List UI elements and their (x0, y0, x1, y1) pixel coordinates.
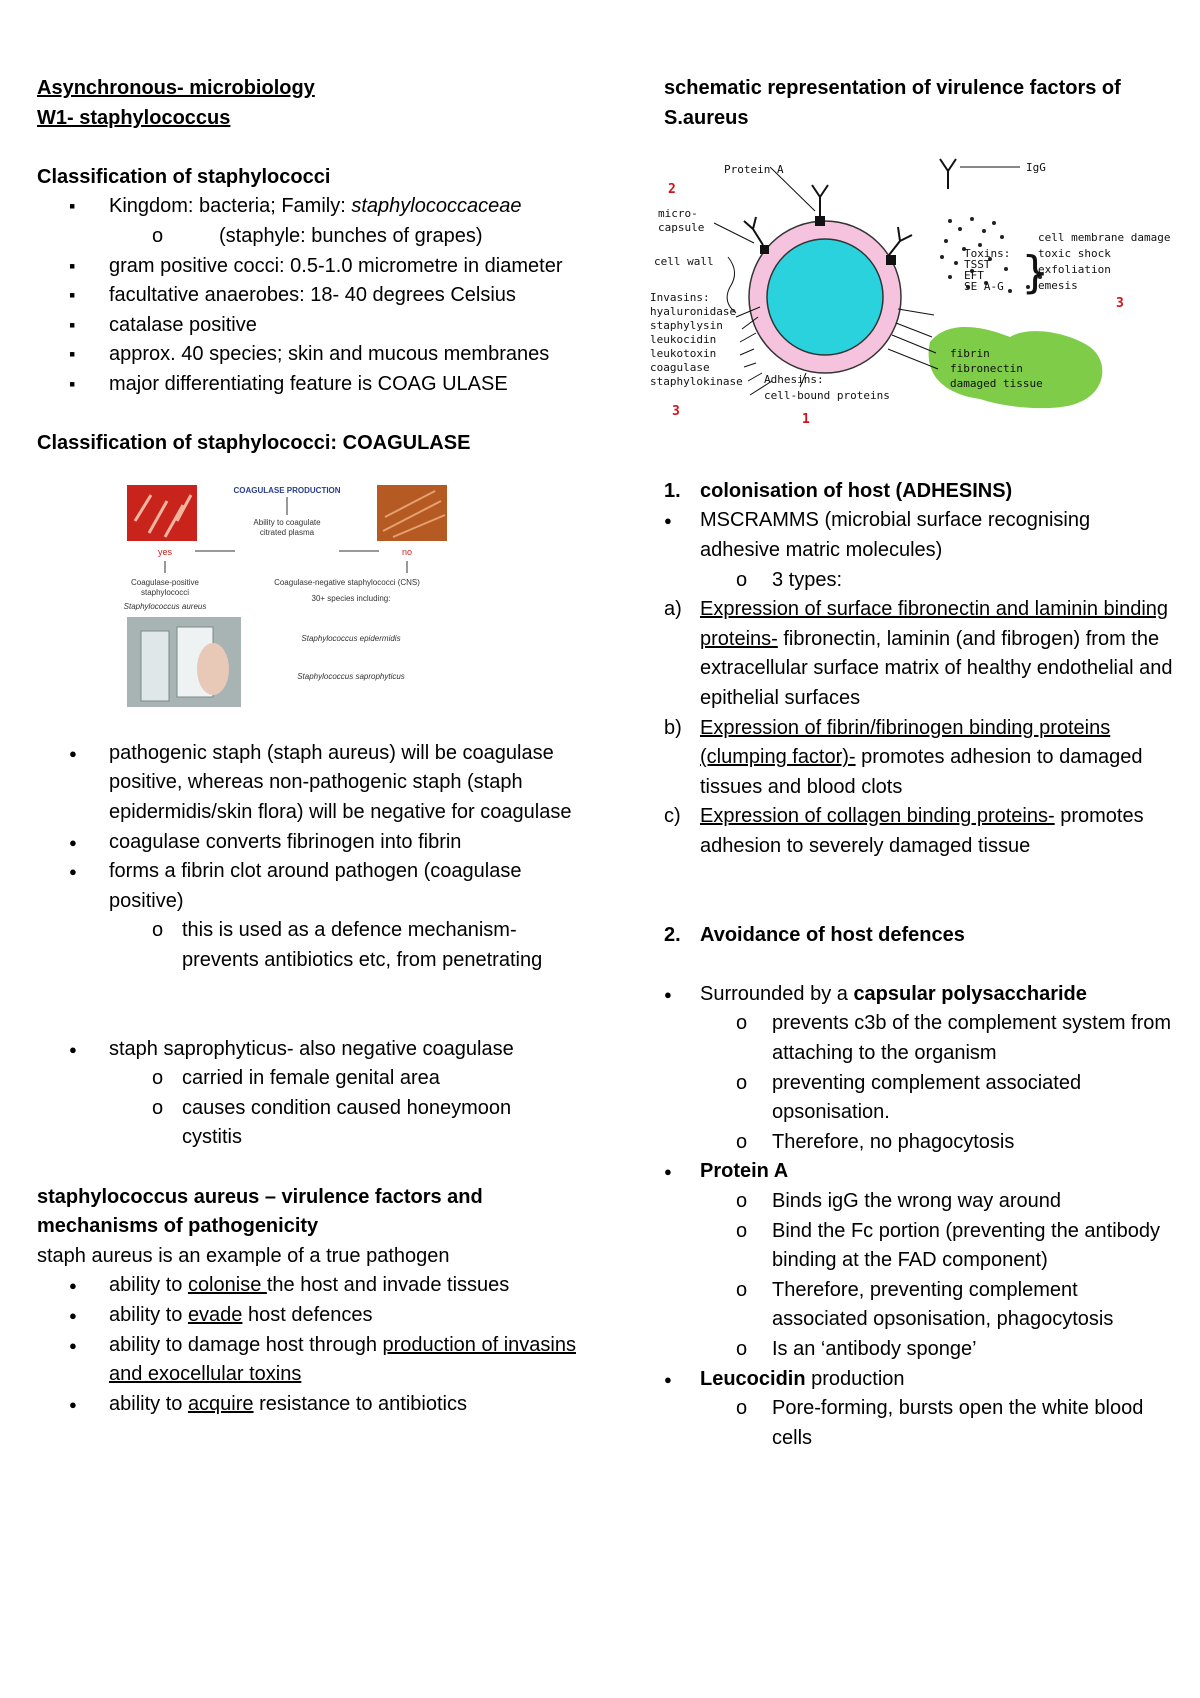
list-subitem: o preventing complement associated opsonisation. (664, 1069, 1174, 1128)
coag-yes: yes (157, 546, 173, 557)
section-1-heading: 1. colonisation of host (ADHESINS) (664, 479, 1013, 502)
diagram-num-2: 2 (668, 182, 676, 198)
bacterial-cell-inner (767, 239, 883, 355)
coagulase-figure (117, 481, 577, 731)
diagram-invasins-5: coagulase (650, 361, 710, 375)
diagram-fibrin-1: fibronectin (950, 362, 1023, 376)
diagram-fibrin-0: fibrin (950, 347, 990, 361)
list-item: ● MSCRAMMS (microbial surface recognising adhesive matric molecules) (664, 506, 1174, 565)
coag-pos2: staphylococci (140, 587, 190, 597)
list-item: ● staph saprophyticus- also negative coagulase (37, 1035, 597, 1065)
section-2-heading: 2. Avoidance of host defences (664, 923, 965, 946)
true-pathogen-text: staph aureus is an example of a true pathogen (37, 1244, 450, 1267)
coag-neg4: Staphylococcus saprophyticus (297, 671, 405, 681)
coagulase-heading: Classification of staphylococci: COAGULASE (37, 432, 471, 455)
list-item: ● ability to damage host through production of invasins and exocellular toxins (37, 1331, 597, 1390)
list-item: ▪ approx. 40 species; skin and mucous membranes (37, 340, 597, 370)
list-subitem: o Therefore, no phagocytosis (664, 1128, 1174, 1158)
diagram-effects-3: emesis (1038, 279, 1078, 293)
diagram-brace: } (1022, 247, 1049, 299)
coag-ability: Ability to coagulate (253, 517, 321, 527)
diagram-fibrin-2: damaged tissue (950, 377, 1043, 391)
list-subitem: o prevents c3b of the complement system from attaching to the organism (664, 1009, 1174, 1068)
diagram-effects-1: toxic shock (1038, 247, 1111, 261)
list-item: c) Expression of collagen binding proteins- promotes adhesion to severely damaged tissue (664, 805, 1144, 857)
list-subitem: o (staphyle: bunches of grapes) (37, 222, 597, 252)
diagram-num-1: 1 (802, 412, 810, 428)
diagram-cell-bound: cell-bound proteins (764, 389, 890, 403)
list-item: ● Protein A (664, 1157, 1174, 1187)
diagram-capsule: capsule (658, 221, 705, 235)
list-subitem: o this is used as a defence mechanism- prevents antibiotics etc, from penetrating (37, 916, 597, 975)
diagram-toxins-3: SE A-G (964, 280, 1004, 294)
doc-title: Asynchronous- microbiology (37, 77, 315, 99)
list-subitem: o causes condition caused honeymoon cystitis (37, 1094, 597, 1153)
coag-pos3: Staphylococcus aureus (123, 601, 207, 611)
diagram-num-3a: 3 (672, 404, 680, 420)
list-item: ● ability to evade host defences (37, 1301, 597, 1331)
diagram-invasins-3: leukocidin (650, 333, 717, 347)
coag-ability2: citrated plasma (259, 527, 315, 537)
diagram-toxins-2: EFT (964, 269, 984, 283)
diagram-toxins-1: TSST (964, 258, 991, 272)
list-item: a) Expression of surface fibronectin and laminin binding proteins- fibronectin, laminin (and fibrogen) from the extracellular surface matrix of healthy endothelial and epithelial surfaces (664, 598, 1173, 709)
diagram-effects-2: exfoliation (1038, 263, 1111, 277)
list-subitem: o Therefore, preventing complement associated opsonisation, phagocytosis (664, 1276, 1174, 1335)
list-item: ● Leucocidin production (664, 1365, 1174, 1395)
coag-neg3: Staphylococcus epidermidis (301, 633, 401, 643)
diagram-igg: IgG (1026, 161, 1046, 175)
diagram-num-3b: 3 (1116, 296, 1124, 312)
diagram-adhesins: Adhesins: (764, 373, 824, 387)
list-item: ● forms a fibrin clot around pathogen (coagulase positive) (37, 857, 597, 916)
schematic-heading: schematic representation of virulence factors of S.aureus (664, 77, 1121, 129)
doc-subtitle: W1- staphylococcus (37, 106, 231, 129)
diagram-cell-wall: cell wall (654, 255, 714, 269)
list-item: ● pathogenic staph (staph aureus) will be coagulase positive, whereas non-pathogenic staph (staph epidermidis/skin flora) will be negative for coagulase (37, 739, 597, 828)
list-subitem: o Pore-forming, bursts open the white blood cells (664, 1394, 1174, 1453)
list-item: ▪ Kingdom: bacteria; Family: staphylococcaceae (37, 192, 597, 222)
virulence-diagram (650, 137, 1190, 427)
coagulase-negative-photo (377, 485, 447, 541)
list-item: ● ability to colonise the host and invade tissues (37, 1271, 597, 1301)
classification-heading: Classification of staphylococci (37, 165, 331, 188)
list-subitem: o Bind the Fc portion (preventing the antibody binding at the FAD component) (664, 1217, 1174, 1276)
diagram-micro: micro- (658, 207, 698, 221)
left-column (37, 74, 597, 1419)
list-item: ● ability to acquire resistance to antibiotics (37, 1390, 597, 1420)
coag-no: no (401, 546, 413, 557)
list-subitem: o Binds igG the wrong way around (664, 1187, 1174, 1217)
list-item: ● coagulase converts fibrinogen into fibrin (37, 828, 597, 858)
list-item: ▪ gram positive cocci: 0.5-1.0 micrometre in diameter (37, 252, 597, 282)
list-item: ▪ facultative anaerobes: 18- 40 degrees Celsius (37, 281, 597, 311)
list-subitem: o carried in female genital area (37, 1064, 597, 1094)
coag-title: COAGULASE PRODUCTION (233, 485, 341, 495)
diagram-protein-a: Protein A (724, 163, 784, 177)
list-subitem: o Is an ‘antibody sponge’ (664, 1335, 1174, 1365)
diagram-invasins-6: staphylokinase (650, 375, 743, 389)
list-item: ▪ catalase positive (37, 311, 597, 341)
diagram-toxins-0: Toxins: (964, 247, 1011, 261)
coag-neg2: 30+ species including: (311, 593, 391, 603)
diagram-invasins-4: leukotoxin (650, 347, 717, 361)
coag-pos1: Coagulase-positive (130, 577, 200, 587)
coagulase-positive-photo (127, 485, 197, 541)
list-item: b) Expression of fibrin/fibrinogen binding proteins (clumping factor)- promotes adhesion to damaged tissues and blood clots (664, 716, 1143, 798)
coag-neg1: Coagulase-negative staphylococci (CNS) (274, 577, 420, 587)
virulence-heading: staphylococcus aureus – virulence factors and mechanisms of pathogenicity (37, 1185, 483, 1238)
diagram-effects-0: cell membrane damage (1038, 231, 1171, 245)
diagram-invasins-1: hyaluronidase (650, 305, 737, 319)
list-item: ● Surrounded by a capsular polysaccharide (664, 980, 1174, 1010)
diagram-invasins-2: staphylysin (650, 319, 723, 333)
diagram-invasins-0: Invasins: (650, 291, 710, 305)
list-item: ▪ major differentiating feature is COAG ULASE (37, 370, 597, 400)
right-column (650, 74, 1174, 1453)
list-subitem: o 3 types: (664, 566, 1174, 596)
